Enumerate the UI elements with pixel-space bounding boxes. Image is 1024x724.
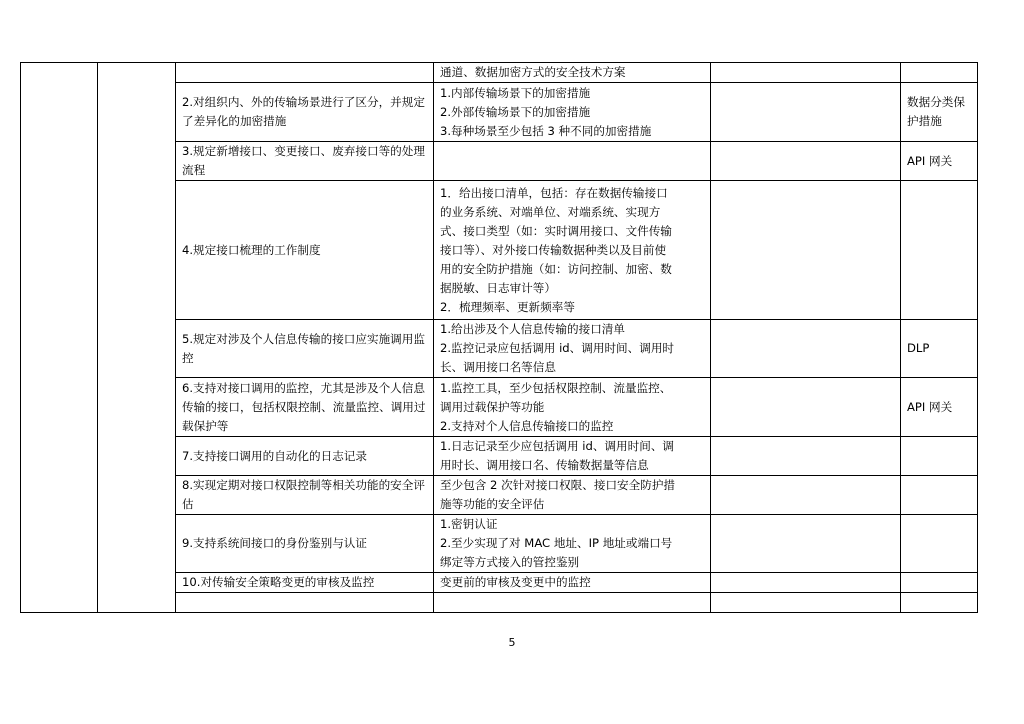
measure-line: 绑定等方式接入的管控鉴别: [440, 555, 580, 569]
requirement-cell: 8.实现定期对接口权限控制等相关功能的安全评估: [176, 476, 434, 515]
measure-line: 用的安全防护措施（如：访问控制、加密、数: [440, 261, 672, 276]
measure-line: 1.内部传输场景下的加密措施: [440, 85, 591, 100]
measure-cell: [434, 320, 711, 378]
blank-cell: [711, 320, 901, 378]
tool-cell: 数据分类保护措施: [901, 83, 978, 142]
blank-cell: [711, 63, 901, 83]
blank-cell: [711, 593, 901, 613]
measure-line: 2.外部传输场景下的加密措施: [440, 104, 591, 119]
measure-line: 1.监控工具，至少包括权限控制、流量监控、: [440, 380, 672, 395]
page-number: 5: [508, 636, 516, 649]
table-row: [21, 63, 978, 83]
requirement-cell: 4.规定接口梳理的工作制度: [176, 181, 434, 320]
tool-cell: [901, 181, 978, 320]
tool-cell: API 网关: [901, 378, 978, 437]
measure-line: 至少包含 2 次针对接口权限、接口安全防护措: [440, 478, 676, 492]
measure-line: 1.日志记录至少应包括调用 id、调用时间、调: [440, 439, 675, 453]
blank-cell: [711, 181, 901, 320]
category-cell: [21, 63, 98, 613]
blank-cell: [711, 476, 901, 515]
measure-line: 变更前的审核及变更中的监控: [440, 575, 591, 589]
requirement-cell: [176, 593, 434, 613]
measure-line: 接口等）、对外接口传输数据种类以及目前使: [440, 242, 667, 257]
tool-cell: DLP: [901, 320, 978, 378]
measure-line: 2.监控记录应包括调用 id、调用时间、调用时: [440, 341, 675, 355]
blank-cell: [711, 142, 901, 181]
requirement-cell: 10.对传输安全策略变更的审核及监控: [176, 573, 434, 593]
blank-cell: [711, 378, 901, 437]
measure-line: 1.密钥认证: [440, 517, 498, 531]
requirements-table: [20, 62, 978, 613]
subcategory-cell: [98, 63, 176, 613]
requirement-cell: 5.规定对涉及个人信息传输的接口应实施调用监控: [176, 320, 434, 378]
measure-line: 用时长、调用接口名、传输数据量等信息: [440, 458, 649, 472]
measure-cell: [434, 181, 711, 320]
measure-line: 2．梳理频率、更新频率等: [440, 299, 575, 314]
measure-line: 调用过载保护等功能: [440, 399, 545, 414]
measure-cell: [434, 378, 711, 437]
measure-cell: [434, 63, 711, 83]
requirement-cell: 2.对组织内、外的传输场景进行了区分，并规定了差异化的加密措施: [176, 83, 434, 142]
measure-cell: [434, 83, 711, 142]
measure-line: 1．给出接口清单，包括：存在数据传输接口: [440, 185, 668, 200]
measure-cell: [434, 593, 711, 613]
measure-line: 通道、数据加密方式的安全技术方案: [440, 65, 626, 79]
measure-line: 2.支持对个人信息传输接口的监控: [440, 418, 614, 433]
measure-cell: [434, 142, 711, 181]
measure-cell: [434, 515, 711, 573]
measure-cell: [434, 476, 711, 515]
tool-cell: [901, 573, 978, 593]
tool-cell: API 网关: [901, 142, 978, 181]
blank-cell: [711, 437, 901, 476]
blank-cell: [711, 83, 901, 142]
measure-line: 3.每种场景至少包括 3 种不同的加密措施: [440, 123, 652, 138]
measure-line: 的业务系统、对端单位、对端系统、实现方: [440, 204, 661, 219]
measure-line: 1.给出涉及个人信息传输的接口清单: [440, 322, 625, 336]
measure-line: 施等功能的安全评估: [440, 497, 545, 511]
tool-cell: [901, 63, 978, 83]
requirement-cell: 3.规定新增接口、变更接口、废弃接口等的处理流程: [176, 142, 434, 181]
measure-line: 2.至少实现了对 MAC 地址、IP 地址或端口号: [440, 536, 673, 550]
measure-line: 长、调用接口名等信息: [440, 360, 556, 374]
measure-line: 式、接口类型（如：实时调用接口、文件传输: [440, 223, 672, 238]
tool-cell: [901, 593, 978, 613]
tool-cell: [901, 515, 978, 573]
requirement-cell: [176, 63, 434, 83]
requirement-cell: 7.支持接口调用的自动化的日志记录: [176, 437, 434, 476]
blank-cell: [711, 573, 901, 593]
measure-line: 据脱敏、日志审计等）: [440, 280, 556, 295]
tool-cell: [901, 437, 978, 476]
requirement-cell: 9.支持系统间接口的身份鉴别与认证: [176, 515, 434, 573]
measure-cell: [434, 437, 711, 476]
measure-cell: [434, 573, 711, 593]
requirement-cell: 6.支持对接口调用的监控，尤其是涉及个人信息传输的接口，包括权限控制、流量监控、调用过载保护等: [176, 378, 434, 437]
tool-cell: [901, 476, 978, 515]
blank-cell: [711, 515, 901, 573]
